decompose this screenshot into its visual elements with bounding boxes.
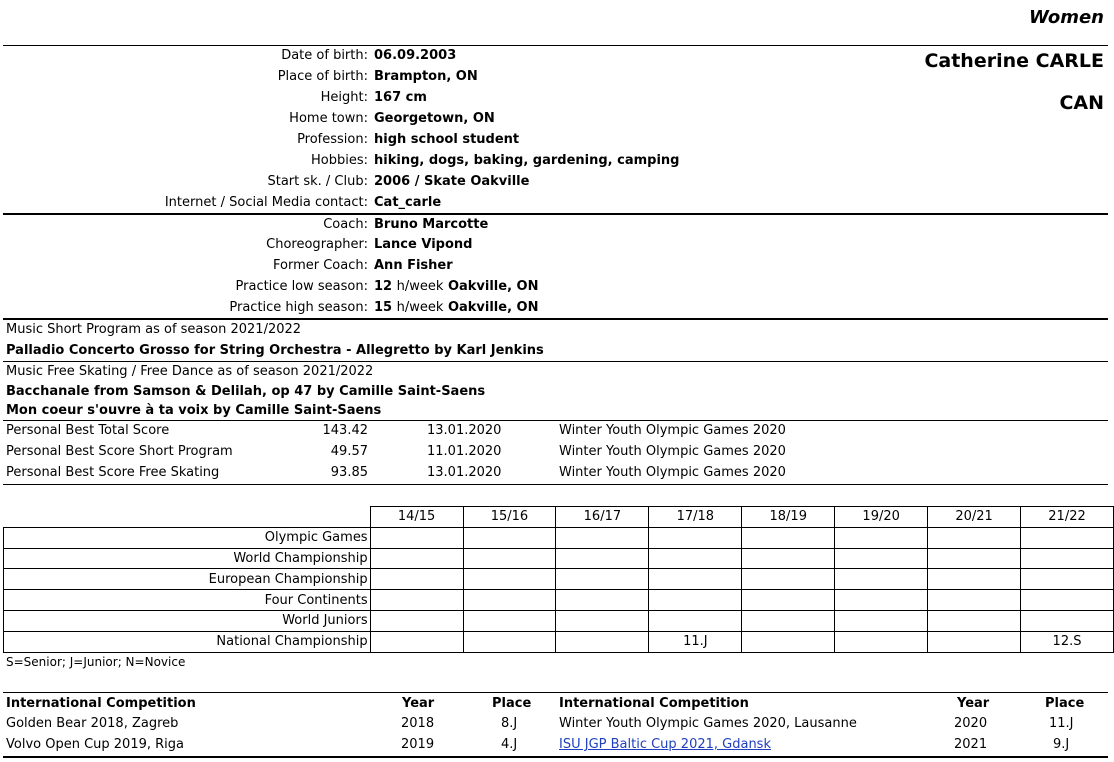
- result-cell: [463, 527, 556, 548]
- divider: [3, 756, 1108, 758]
- result-cell: [649, 569, 742, 590]
- practice-low-value: [374, 279, 538, 294]
- practice-low-hours: 12: [374, 279, 393, 294]
- divider: [3, 361, 1108, 362]
- intl-header-year: Year: [957, 696, 990, 711]
- result-cell: [742, 610, 835, 631]
- result-cell: [742, 631, 835, 652]
- table-row: [4, 631, 1114, 652]
- hobbies-label: Hobbies:: [311, 153, 368, 168]
- table-header-row: [4, 507, 1114, 528]
- result-cell: [742, 548, 835, 569]
- divider: [3, 318, 1108, 320]
- height-label: Height:: [320, 90, 368, 105]
- result-cell: [928, 548, 1021, 569]
- choreographer-label: Choreographer:: [266, 237, 368, 252]
- practice-high-place: Oakville, ON: [447, 300, 539, 315]
- hometown-label: Home town:: [289, 111, 368, 126]
- social-value: Cat_carle: [374, 195, 442, 210]
- intl-header-year: Year: [402, 696, 435, 711]
- hobbies-value: hiking, dogs, baking, gardening, camping: [374, 153, 680, 168]
- result-cell: [463, 590, 556, 611]
- athlete-name: Catherine CARLE: [924, 50, 1104, 72]
- result-cell: [556, 590, 649, 611]
- divider: [3, 45, 1108, 46]
- intl-header-place: Place: [492, 696, 532, 711]
- athlete-country: CAN: [1059, 92, 1104, 114]
- season-header: 17/18: [649, 507, 742, 528]
- result-cell: [835, 569, 928, 590]
- pb-date: 13.01.2020: [427, 423, 502, 438]
- result-cell: [649, 527, 742, 548]
- intl-year: 2021: [954, 737, 988, 752]
- pb-event: Winter Youth Olympic Games 2020: [559, 444, 786, 459]
- divider: [3, 692, 1108, 693]
- divider: [3, 420, 1108, 421]
- result-cell: [1021, 590, 1114, 611]
- divider: [3, 213, 1108, 215]
- table-row: [4, 590, 1114, 611]
- pob-label: Place of birth:: [277, 69, 368, 84]
- result-cell: [1021, 527, 1114, 548]
- event-name: World Championship: [4, 548, 371, 569]
- season-header: 14/15: [370, 507, 463, 528]
- height-value: 167 cm: [374, 90, 427, 105]
- result-cell: 11.J: [649, 631, 742, 652]
- former-coach-value: Ann Fisher: [374, 258, 453, 273]
- pb-label: Personal Best Total Score: [6, 423, 170, 438]
- result-cell: [1021, 569, 1114, 590]
- table-row: [4, 610, 1114, 631]
- result-cell: [928, 590, 1021, 611]
- event-name: Olympic Games: [4, 527, 371, 548]
- result-cell: [835, 548, 928, 569]
- result-cell: [463, 610, 556, 631]
- result-cell: [928, 610, 1021, 631]
- music-fs-header: Music Free Skating / Free Dance as of season 2021/2022: [6, 364, 374, 379]
- result-cell: [556, 527, 649, 548]
- result-cell: [370, 569, 463, 590]
- result-cell: [556, 610, 649, 631]
- practice-low-label: Practice low season:: [235, 279, 368, 294]
- season-header: 19/20: [835, 507, 928, 528]
- coach-label: Coach:: [323, 217, 368, 232]
- club-value: 2006 / Skate Oakville: [374, 174, 530, 189]
- result-cell: [742, 527, 835, 548]
- result-cell: [370, 527, 463, 548]
- result-cell: [1021, 610, 1114, 631]
- event-name: Four Continents: [4, 590, 371, 611]
- practice-high-unit: h/week: [396, 300, 444, 315]
- music-fs-piece: Bacchanale from Samson & Delilah, op 47 by Camille Saint-Saens: [6, 384, 486, 399]
- category-title: Women: [1028, 7, 1104, 28]
- result-cell: [928, 569, 1021, 590]
- result-cell: [370, 631, 463, 652]
- choreographer-value: Lance Vipond: [374, 237, 473, 252]
- results-legend: S=Senior; J=Junior; N=Novice: [6, 655, 186, 669]
- intl-competition: Golden Bear 2018, Zagreb: [6, 716, 179, 731]
- intl-competition-link[interactable]: ISU JGP Baltic Cup 2021, Gdansk: [559, 737, 771, 752]
- result-cell: [463, 631, 556, 652]
- profession-value: high school student: [374, 132, 520, 147]
- intl-place: 4.J: [501, 737, 518, 752]
- profession-label: Profession:: [297, 132, 368, 147]
- result-cell: [649, 610, 742, 631]
- social-label: Internet / Social Media contact:: [164, 195, 368, 210]
- intl-year: 2019: [401, 737, 435, 752]
- result-cell: [370, 610, 463, 631]
- table-row: [4, 548, 1114, 569]
- event-name: National Championship: [4, 631, 371, 652]
- result-cell: [370, 548, 463, 569]
- intl-competition: Volvo Open Cup 2019, Riga: [6, 737, 184, 752]
- table-row: [4, 569, 1114, 590]
- practice-low-place: Oakville, ON: [447, 279, 539, 294]
- result-cell: [835, 590, 928, 611]
- result-cell: [1021, 548, 1114, 569]
- practice-low-unit: h/week: [396, 279, 444, 294]
- pb-event: Winter Youth Olympic Games 2020: [559, 423, 786, 438]
- pb-event: Winter Youth Olympic Games 2020: [559, 465, 786, 480]
- intl-year: 2018: [401, 716, 435, 731]
- pb-score: 93.85: [330, 465, 368, 480]
- season-header: 21/22: [1021, 507, 1114, 528]
- season-header: 15/16: [463, 507, 556, 528]
- result-cell: 12.S: [1021, 631, 1114, 652]
- pob-value: Brampton, ON: [374, 69, 478, 84]
- intl-header-competition: International Competition: [6, 696, 196, 711]
- result-cell: [370, 590, 463, 611]
- result-cell: [835, 527, 928, 548]
- music-sp-piece: Palladio Concerto Grosso for String Orchestra - Allegretto by Karl Jenkins: [6, 343, 544, 358]
- result-cell: [556, 569, 649, 590]
- coach-value: Bruno Marcotte: [374, 217, 489, 232]
- intl-place: 9.J: [1053, 737, 1070, 752]
- results-table: [3, 506, 1114, 653]
- hometown-value: Georgetown, ON: [374, 111, 495, 126]
- practice-high-label: Practice high season:: [229, 300, 368, 315]
- pb-label: Personal Best Score Short Program: [6, 444, 233, 459]
- season-header: 20/21: [928, 507, 1021, 528]
- result-cell: [742, 590, 835, 611]
- intl-header-competition: International Competition: [559, 696, 749, 711]
- intl-place: 11.J: [1049, 716, 1074, 731]
- club-label: Start sk. / Club:: [267, 174, 368, 189]
- result-cell: [463, 548, 556, 569]
- result-cell: [928, 527, 1021, 548]
- pb-label: Personal Best Score Free Skating: [6, 465, 220, 480]
- intl-header-place: Place: [1045, 696, 1085, 711]
- result-cell: [649, 548, 742, 569]
- event-name: World Juniors: [4, 610, 371, 631]
- intl-place: 8.J: [501, 716, 518, 731]
- pb-score: 49.57: [330, 444, 368, 459]
- pb-date: 13.01.2020: [427, 465, 502, 480]
- result-cell: [835, 610, 928, 631]
- music-sp-header: Music Short Program as of season 2021/2022: [6, 322, 302, 337]
- practice-high-hours: 15: [374, 300, 393, 315]
- result-cell: [742, 569, 835, 590]
- result-cell: [649, 590, 742, 611]
- dob-value: 06.09.2003: [374, 48, 457, 63]
- divider: [3, 484, 1108, 485]
- result-cell: [463, 569, 556, 590]
- practice-high-value: [374, 300, 538, 315]
- pb-date: 11.01.2020: [427, 444, 502, 459]
- former-coach-label: Former Coach:: [273, 258, 368, 273]
- intl-competition: Winter Youth Olympic Games 2020, Lausanne: [559, 716, 857, 731]
- result-cell: [835, 631, 928, 652]
- result-cell: [556, 548, 649, 569]
- music-fs-piece: Mon coeur s'ouvre à ta voix by Camille Saint-Saens: [6, 403, 382, 418]
- season-header: 16/17: [556, 507, 649, 528]
- dob-label: Date of birth:: [281, 48, 368, 63]
- table-row: [4, 527, 1114, 548]
- result-cell: [928, 631, 1021, 652]
- event-name: European Championship: [4, 569, 371, 590]
- intl-year: 2020: [954, 716, 988, 731]
- season-header: 18/19: [742, 507, 835, 528]
- pb-score: 143.42: [322, 423, 368, 438]
- result-cell: [556, 631, 649, 652]
